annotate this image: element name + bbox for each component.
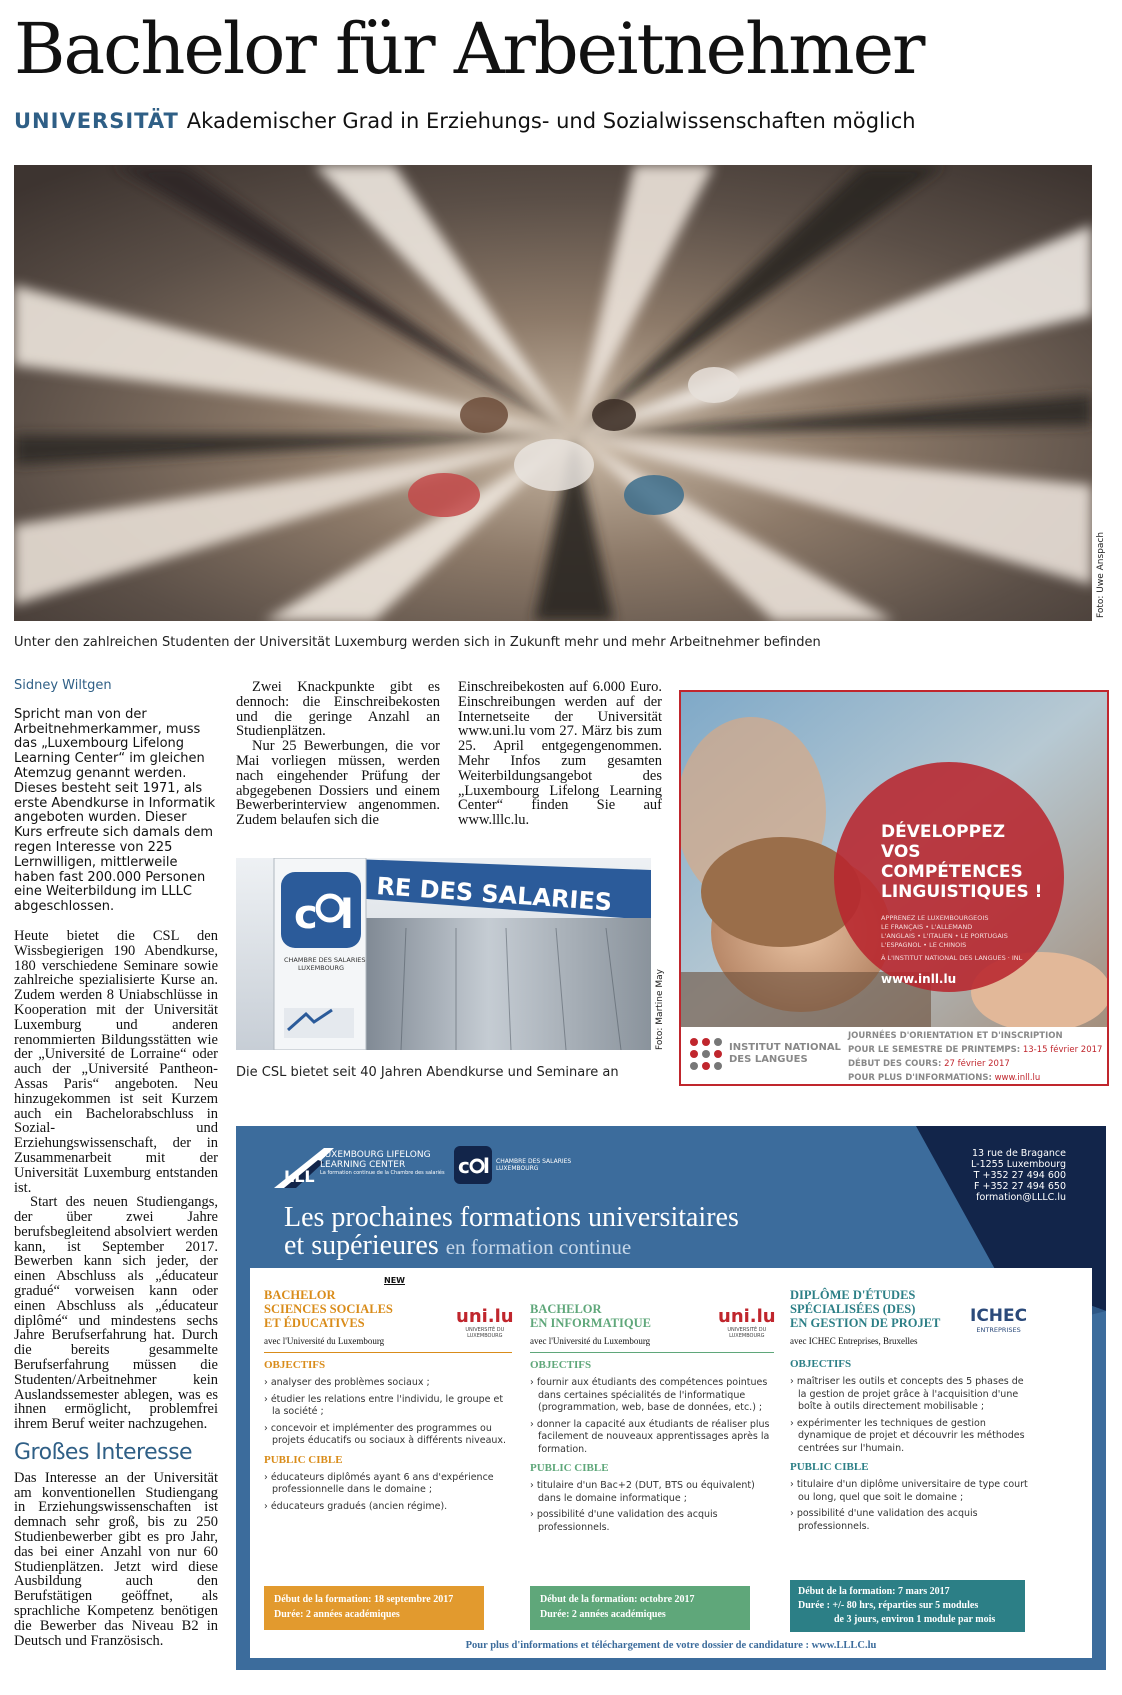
program-start: Début de la formation: 7 mars 2017: [798, 1586, 950, 1597]
lllc-title: [284, 1204, 739, 1261]
address-line: T +352 27 494 600: [973, 1170, 1066, 1181]
program-partner: avec l'Université du Luxembourg: [530, 1336, 774, 1353]
lllc-logo-line: LUXEMBOURG LIFELONG: [320, 1150, 431, 1160]
svg-text:c: c: [294, 892, 318, 938]
headline: Bachelor für Arbeitnehmer: [14, 8, 924, 90]
unilu-logo: [718, 1306, 776, 1339]
panel-line-2: LUXEMBOURG: [298, 964, 344, 972]
address-line: formation@LLLC.lu: [976, 1192, 1066, 1203]
inll-languages: [881, 914, 1022, 963]
address-line: L-1255 Luxembourg: [971, 1159, 1066, 1170]
program-title-line: EN GESTION DE PROJET: [790, 1316, 941, 1330]
address-line: F +352 27 494 650: [974, 1181, 1066, 1192]
kicker-text: Akademischer Grad in Erziehungs- und Sozialwissenschaften möglich: [186, 109, 916, 133]
svg-text:LLL: LLL: [284, 1167, 315, 1186]
rubric-label: UNIVERSITÄT: [14, 109, 179, 133]
panel-line-1: CHAMBRE DES SALARIES: [284, 956, 366, 964]
body-paragraph: Einschreibekosten auf 6.000 Euro. Einschreibungen werden auf der Internetseite der Universität www.uni.lu vom 27. März bis zum 25. April entgegengenommen. Mehr Infos zum gesamten Weiterbildungsangebot des „Luxembourg Lifelong Learning Center“ finden Sie auf www.lllc.lu.: [458, 679, 662, 829]
inll-logo-line: DES LANGUES: [729, 1054, 808, 1065]
objective-item: › fournir aux étudiants des compétences pointues dans certaines spécialités de l'informatique (programmation, web, base de données, etc.) ;: [530, 1377, 768, 1413]
program-title-line: ET ÉDUCATIVES: [264, 1316, 365, 1330]
svg-text:l: l: [483, 1154, 490, 1178]
csl-logo-icon: [454, 1146, 492, 1184]
lllc-footer-link[interactable]: Pour plus d'informations et téléchargement de votre dossier de candidature : www.LLLC.lu: [465, 1640, 877, 1651]
inll-url: www.inll.lu: [881, 972, 957, 986]
photo-caption: Unter den zahlreichen Studenten der Universität Luxemburg werden sich in Zukunft mehr und mehr Arbeitnehmer befinden: [14, 635, 821, 650]
ichec-logo-sub: ENTREPRISES: [976, 1326, 1021, 1334]
unilu-logo-sub: UNIVERSITÉ DU: [465, 1327, 505, 1333]
article-column-3: [458, 680, 662, 828]
csl-building-illustration: [236, 858, 651, 1050]
program-dates-box: [790, 1580, 1025, 1632]
inll-info: [848, 1029, 1102, 1085]
csl-logo-line: LUXEMBOURG: [496, 1165, 539, 1172]
svg-text:c: c: [458, 1154, 470, 1178]
body-paragraph: Das Interesse an der Universität am konventionellen Studiengang in Erziehungswissenschaften ist demnach sehr groß, bis zu 250 Studienbewerber gibt es pro Jahr, das bei einer Anzahl von nur 60 Studienplätzen. Jetzt wird diese Ausbildung auch den Berufstätigen geöffnet, als sprachliche Kompetenz benötigen die Bewerber das Niveau B2 in Deutsch und Französisch.: [14, 1469, 218, 1649]
lllc-logo-line: LEARNING CENTER: [320, 1160, 406, 1170]
unilu-logo-text: uni.lu: [456, 1306, 514, 1327]
public-item: › possibilité d'une validation des acquis professionnels.: [530, 1509, 718, 1533]
public-item: › possibilité d'une validation des acquis professionnels.: [790, 1508, 978, 1532]
lllc-title-suffix: en formation continue: [445, 1235, 632, 1259]
lllc-address: [971, 1148, 1066, 1203]
inll-headline: [881, 822, 1042, 902]
inll-info-value: www.inll.lu: [994, 1073, 1041, 1083]
program-duration: de 3 jours, environ 1 module par mois: [834, 1614, 996, 1625]
unilu-logo-sub: LUXEMBOURG: [467, 1333, 503, 1339]
inll-small-line: À L'INSTITUT NATIONAL DES LANGUES · INL: [881, 954, 1023, 962]
public-item: › éducateurs diplômés ayant 6 ans d'expérience professionnelle dans le domaine ;: [264, 1471, 494, 1495]
lecture-hall-photo: [14, 165, 1092, 621]
inll-info-label: POUR PLUS D'INFORMATIONS:: [848, 1073, 992, 1083]
public-heading: PUBLIC CIBLE: [790, 1461, 869, 1473]
objectifs-heading: OBJECTIFS: [790, 1358, 852, 1370]
lllc-logo-line: La formation continue de la Chambre des salariés: [320, 1170, 445, 1176]
subheading: Großes Interesse: [14, 1440, 193, 1466]
program-card-bachelor-informatique: [530, 1278, 774, 1538]
program-card-des-gestion: [790, 1278, 1030, 1537]
inll-logo-mark: [689, 1037, 725, 1076]
article-column-2: [236, 680, 440, 828]
program-title-line: SPÉCIALISÉES (DES): [790, 1302, 916, 1316]
program-partner: avec l'Université du Luxembourg: [264, 1336, 512, 1353]
objectifs-heading: OBJECTIFS: [530, 1359, 592, 1371]
body-paragraph: Start des neuen Studiengangs, der über zwei Jahre berufsbegleitend absolviert werden kann, ist September 2017. Bewerben kann sich jeder, der einen Abschluss als „éducateur gradué“ vorweisen kann oder einen Abschluss als „éducateur diplômé“ und mindestens sechs Jahre Berufserfahrung hat. Durch die bereits gesammelte Berufserfahrung müssen die Studenten/Arbeitnehmer kein Auslandssemester ablegen, was es ihnen ermöglicht, problemfrei ihrem Beruf weiter nachzugehen.: [14, 1194, 218, 1433]
csl-photo-credit: Foto: Martine May: [655, 968, 665, 1050]
svg-text:l: l: [340, 892, 354, 938]
objective-item: › maîtriser les outils et concepts des 5 phases de la gestion de projet grâce à l'acquisition d'une boîte à outils directement mobilisable ;: [790, 1376, 1024, 1412]
unilu-logo-sub: LUXEMBOURG: [729, 1333, 765, 1339]
public-item: › titulaire d'un diplôme universitaire de type court ou long, quel que soit le domaine ;: [790, 1479, 1028, 1503]
program-duration: Durée : +/- 80 hrs, réparties sur 5 modules: [798, 1600, 979, 1611]
csl-photo-caption: Die CSL bietet seit 40 Jahren Abendkurse und Seminare an: [236, 1065, 619, 1080]
sign-text: RE DES SALARIES: [375, 872, 613, 917]
program-partner: avec ICHEC Entreprises, Bruxelles: [790, 1336, 918, 1346]
lllc-title-line: et supérieures: [284, 1230, 439, 1261]
objective-item: › expérimenter les techniques de gestion dynamique de projet et découvrir les méthodes centrées sur l'humain.: [790, 1417, 1025, 1454]
kicker: [14, 109, 916, 133]
inll-info-label: POUR LE SEMESTRE DE PRINTEMPS:: [848, 1045, 1021, 1055]
inll-dots-icon: [689, 1037, 725, 1071]
objective-item: › étudier les relations entre l'individu, le groupe et la société ;: [264, 1393, 504, 1417]
program-duration: Durée: 2 années académiques: [274, 1609, 400, 1620]
program-title-line: EN INFORMATIQUE: [530, 1316, 651, 1330]
public-item: › éducateurs gradués (ancien régime).: [264, 1500, 448, 1512]
photo-credit: Foto: Uwe Anspach: [1096, 531, 1106, 618]
csl-logo-line: CHAMBRE DES SALARIES: [496, 1158, 572, 1165]
inll-headline-line: VOS: [881, 842, 921, 862]
article-column-1: [14, 679, 218, 1648]
csl-building-photo: [236, 858, 651, 1050]
inll-info-label: DÉBUT DES COURS:: [848, 1059, 942, 1069]
body-paragraph: Nur 25 Bewerbungen, die vor Mai vorliegen müssen, werden nach eingehender Prüfung der abgegebenen Dossiers und einem Bewerberinterview angenommen. Zudem belaufen sich die: [236, 738, 440, 829]
unilu-logo-text: uni.lu: [718, 1306, 776, 1327]
unilu-logo: [456, 1306, 514, 1339]
public-heading: PUBLIC CIBLE: [264, 1453, 343, 1466]
objective-item: › concevoir et implémenter des programmes ou projets éducatifs ou sociaux à différents niveaux.: [264, 1422, 507, 1446]
inll-headline-line: LINGUISTIQUES !: [881, 882, 1043, 902]
lllc-programs-panel: [250, 1268, 1092, 1658]
inll-small-line: L'ESPAGNOL • LE CHINOIS: [881, 941, 967, 949]
inll-advertisement: [679, 690, 1109, 1086]
inll-logo-text: [729, 1042, 841, 1066]
csl-logo-text: [496, 1158, 571, 1172]
program-card-bachelor-social: [264, 1278, 512, 1517]
program-title-line: DIPLÔME D'ÉTUDES: [790, 1288, 916, 1302]
program-title-line: SCIENCES SOCIALES: [264, 1302, 393, 1316]
byline: Sidney Wiltgen: [14, 678, 112, 693]
program-duration: Durée: 2 années académiques: [540, 1609, 666, 1620]
body-paragraph: Zwei Knackpunkte gibt es dennoch: die Einschreibekosten und die geringe Anzahl an Studienplätzen.: [236, 679, 440, 740]
program-dates-box: [530, 1586, 750, 1630]
public-item: › titulaire d'un Bac+2 (DUT, BTS ou équivalent) dans le domaine informatique ;: [530, 1480, 755, 1504]
inll-small-line: LE FRANÇAIS • L'ALLEMAND: [881, 923, 973, 931]
unilu-logo-sub: UNIVERSITÉ DU: [727, 1327, 767, 1333]
program-dates-box: [264, 1586, 484, 1630]
inll-small-line: L'ANGLAIS • L'ITALIEN • LE PORTUGAIS: [881, 932, 1008, 940]
ichec-logo-text: ICHEC: [970, 1306, 1028, 1326]
address-line: 13 rue de Bragance: [972, 1148, 1066, 1159]
public-heading: PUBLIC CIBLE: [530, 1462, 609, 1474]
program-title-line: BACHELOR: [530, 1302, 602, 1316]
program-title-line: BACHELOR: [264, 1288, 336, 1302]
objective-item: › donner la capacité aux étudiants de réaliser plus facilement de nouveaux apprentissages après la formation.: [530, 1418, 770, 1455]
inll-info-label: JOURNÉES D'ORIENTATION ET D'INSCRIPTION: [848, 1031, 1063, 1041]
objectifs-heading: OBJECTIFS: [264, 1359, 326, 1371]
objective-item: › analyser des problèmes sociaux ;: [264, 1377, 430, 1388]
inll-headline-line: COMPÉTENCES: [881, 862, 1023, 882]
ichec-logo: [970, 1306, 1027, 1334]
new-badge: NEW: [384, 1276, 405, 1285]
lead-paragraph: Spricht man von der Arbeitnehmerkammer, muss das „Luxembourg Lifelong Learning Center“ im gleichen Atemzug genannt werden. Dieses besteht seit 1971, als erste Abendkurse in Informatik angeboten wurden. Dieser Kurs erfreute sich damals dem regen Interesse von 225 Lernwilligen, mittlerweile haben fast 200.000 Personen eine Weiterbildung im LLLC abgeschlossen.: [14, 706, 216, 915]
inll-small-line: APPRENEZ LE LUXEMBOURGEOIS: [881, 914, 989, 922]
inll-headline-line: DÉVELOPPEZ: [881, 822, 1006, 842]
program-start: Début de la formation: octobre 2017: [540, 1594, 695, 1605]
inll-info-value: 27 février 2017: [944, 1059, 1010, 1069]
lllc-title-line: Les prochaines formations universitaires: [284, 1202, 739, 1233]
body-paragraph: Heute bietet die CSL den Wissbegierigen 190 Abendkurse, 180 verschiedene Seminare sowie zahlreiche spezialisierte Kurse an. Zudem werden 8 Uniabschlüsse in Kooperation mit der Universität Luxemburg und anderen renommierten Bildungsstätten wie der „Université de Lorraine“ oder auch der „Université Pantheon-Assas Paris“ angeboten. Neu hinzugekommen ist seit Kurzem auch ein Bachelorabschluss in Sozial- und Erziehungswissenschaft, der in Zusammenarbeit mit der Universität Luxemburg entstanden ist.: [14, 927, 218, 1196]
lllc-logo-text: [320, 1150, 445, 1177]
program-start: Début de la formation: 18 septembre 2017: [274, 1594, 454, 1605]
inll-logo-line: INSTITUT NATIONAL: [729, 1042, 841, 1053]
lllc-advertisement: [236, 1126, 1106, 1670]
lecture-hall-photo-illustration: [14, 165, 1092, 621]
inll-info-value: 13-15 février 2017: [1022, 1045, 1103, 1055]
